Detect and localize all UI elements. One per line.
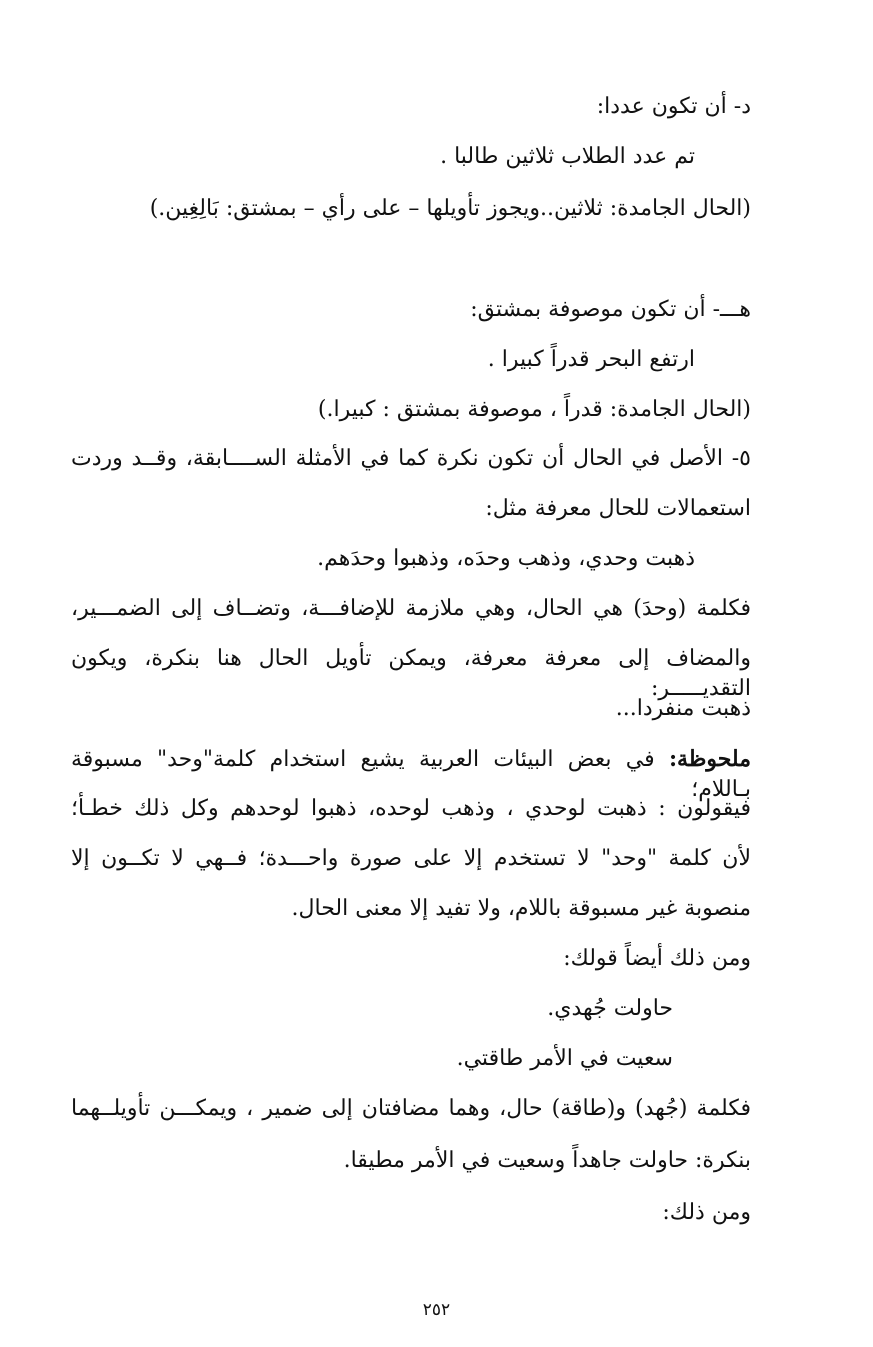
paragraph-line: بنكرة: حاولت جاهداً وسعيت في الأمر مطيقا. — [343, 1148, 751, 1173]
example-line: ذهبت وحدي، وذهب وحدَه، وذهبوا وحدَهم. — [317, 546, 695, 571]
paragraph-line: استعمالات للحال معرفة مثل: — [485, 496, 751, 521]
example-line: حاولت جُهدي. — [547, 996, 673, 1021]
page-number: ٢٥٢ — [422, 1300, 451, 1320]
paragraph-line: ومن ذلك أيضاً قولك: — [563, 946, 751, 971]
paragraph-line: منصوبة غير مسبوقة باللام، ولا تفيد إلا معنى الحال. — [291, 896, 751, 921]
paragraph-line: لأن كلمة "وحد" لا تستخدم إلا على صورة واحـــدة؛ فــهي لا تكــون إلا — [71, 846, 751, 871]
paragraph-line: فكلمة (وحدَ) هي الحال، وهي ملازمة للإضافـــة، وتضــاف إلى الضمـــير، — [71, 596, 751, 621]
item-h-heading: هـــ- أن تكون موصوفة بمشتق: — [470, 297, 751, 322]
example-line: ارتفع البحر قدراً كبيرا . — [487, 347, 695, 372]
paragraph-line: ذهبت منفردا... — [615, 696, 751, 721]
note-text: في بعض البيئات العربية يشيع استخدام كلمة"وحد" مسبوقة بـاللام؛ — [71, 747, 751, 802]
paragraph-line: فكلمة (جُهد) و(طاقة) حال، وهما مضافتان إلى ضمير ، ويمكـــن تأويلــهما — [71, 1096, 751, 1121]
paragraph-line: فيقولون : ذهبت لوحدي ، وذهب لوحده، ذهبوا لوحدهم وكل ذلك خطـأ؛ — [71, 796, 751, 821]
explanation-line: (الحال الجامدة: ثلاثين..ويجوز تأويلها – على رأي – بمشتق: بَالِغِين.) — [149, 196, 751, 221]
paragraph-line: ٥- الأصل في الحال أن تكون نكرة كما في الأمثلة الســــابقة، وقــد وردت — [71, 446, 751, 471]
paragraph-line: والمضاف إلى معرفة معرفة، ويمكن تأويل الحال هنا بنكرة، ويكون التقديـــــر: — [71, 646, 751, 701]
explanation-line: (الحال الجامدة: قدراً ، موصوفة بمشتق : كبيرا.) — [317, 397, 751, 422]
paragraph-line: ومن ذلك: — [662, 1200, 751, 1225]
note-label: ملحوظة: — [668, 746, 751, 772]
item-d-heading: د- أن تكون عددا: — [596, 94, 751, 119]
example-line: تم عدد الطلاب ثلاثين طالبا . — [440, 144, 695, 169]
example-line: سعيت في الأمر طاقتي. — [456, 1046, 673, 1071]
